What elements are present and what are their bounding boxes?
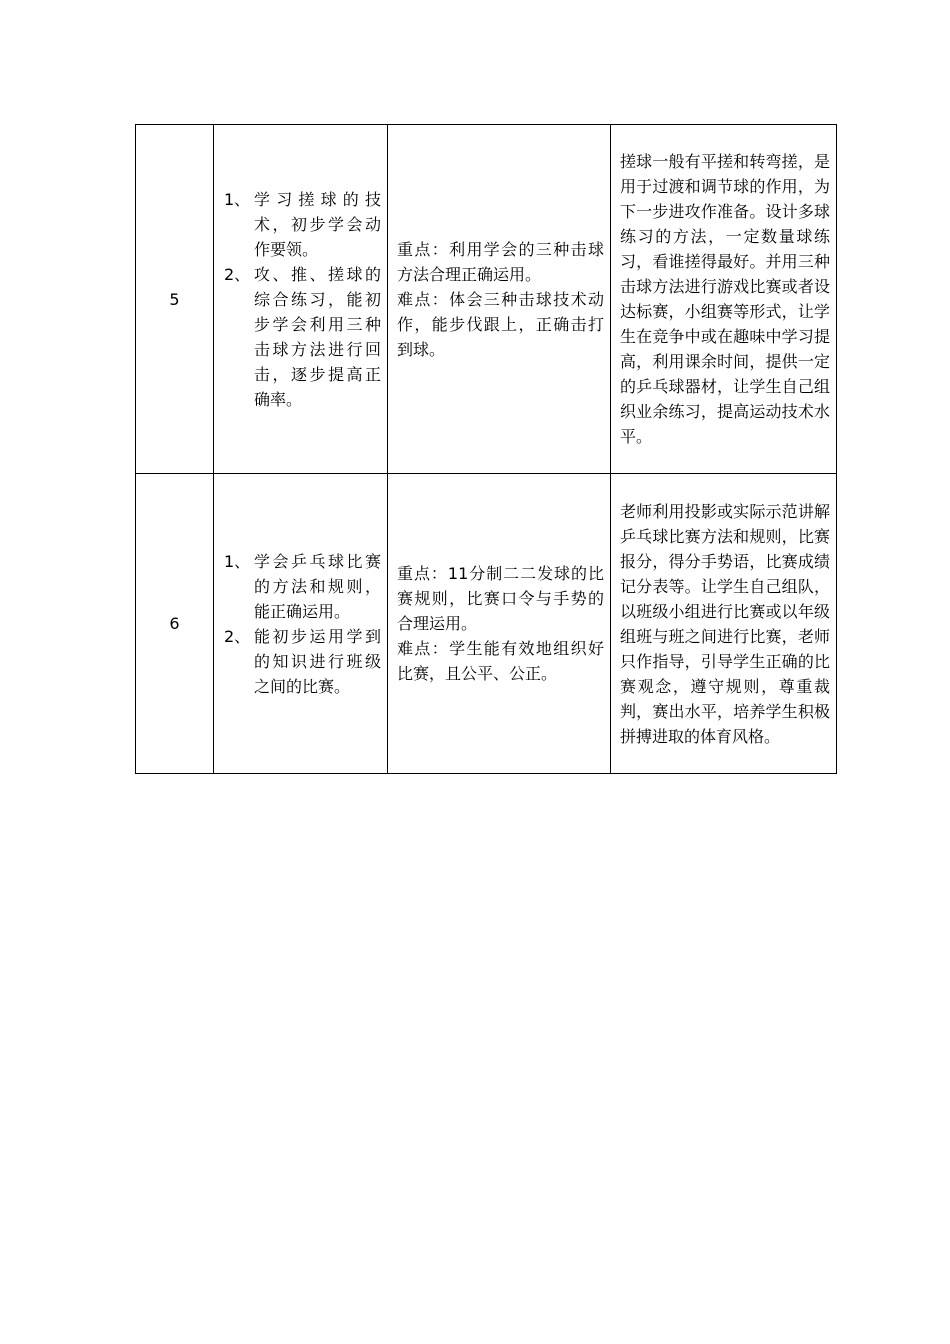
lesson-number: 5 xyxy=(136,125,214,474)
goal-text: 能初步运用学到的知识进行班级之间的比赛。 xyxy=(254,626,381,696)
key-points xyxy=(388,125,611,474)
goal-item xyxy=(224,549,381,624)
lesson-plan-table xyxy=(135,124,837,774)
lesson-goals xyxy=(214,125,388,474)
difficulty-text: 难点：学生能有效地组织好比赛，且公平、公正。 xyxy=(397,639,604,683)
table-row xyxy=(136,474,837,774)
key-point-text: 重点：11分制二二发球的比赛规则，比赛口令与手势的合理运用。 xyxy=(397,564,604,633)
goal-text: 学会乒乓球比赛的方法和规则，能正确运用。 xyxy=(254,551,381,621)
lesson-number: 6 xyxy=(136,474,214,774)
goal-text: 学习搓球的技术，初步学会动作要领。 xyxy=(254,189,381,259)
teaching-method: 搓球一般有平搓和转弯搓，是用于过渡和调节球的作用，为下一步进攻作准备。设计多球练习的方法，一定数量球练习，看谁搓得最好。并用三种击球方法进行游戏比赛或者设达标赛，小组赛等形式，让学生在竞争中或在趣味中学习提高，利用课余时间，提供一定的乒乓球器材，让学生自己组织业余练习，提高运动技术水平。 xyxy=(611,125,837,474)
goal-marker: 1、 xyxy=(224,551,251,571)
goal-marker: 2、 xyxy=(224,264,251,284)
goal-item xyxy=(224,624,381,699)
key-points xyxy=(388,474,611,774)
goal-item xyxy=(224,187,381,262)
goal-text: 攻、推、搓球的综合练习，能初步学会利用三种击球方法进行回击，逐步提高正确率。 xyxy=(254,264,381,409)
table-row xyxy=(136,125,837,474)
difficulty-text: 难点：体会三种击球技术动作，能步伐跟上，正确击打到球。 xyxy=(397,289,604,359)
goal-marker: 2、 xyxy=(224,626,251,646)
lesson-goals xyxy=(214,474,388,774)
key-point-text: 重点：利用学会的三种击球方法合理正确运用。 xyxy=(397,239,604,284)
goal-item xyxy=(224,262,381,412)
teaching-method: 老师利用投影或实际示范讲解乒乓球比赛方法和规则，比赛报分，得分手势语，比赛成绩记分表等。让学生自己组队，以班级小组进行比赛或以年级组班与班之间进行比赛，老师只作指导，引导学生正确的比赛观念，遵守规则，尊重裁判，赛出水平，培养学生积极拼搏进取的体育风格。 xyxy=(611,474,837,774)
goal-marker: 1、 xyxy=(224,189,251,209)
